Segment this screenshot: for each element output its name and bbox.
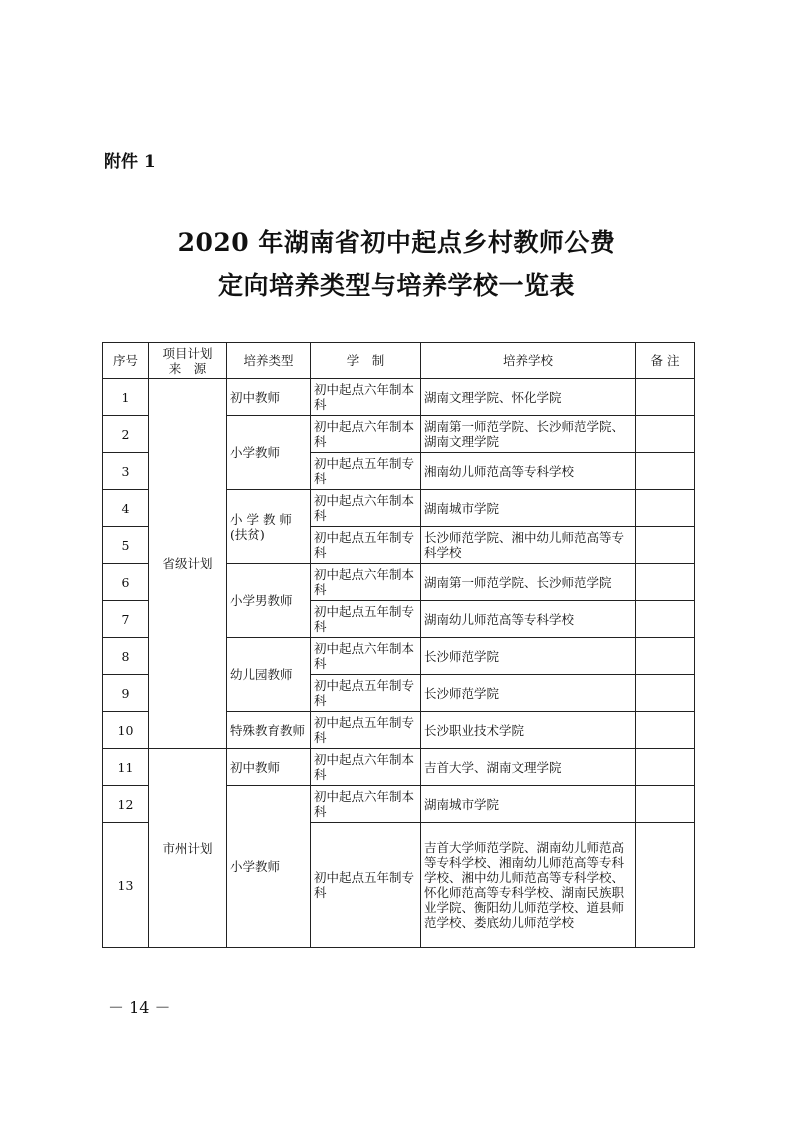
remark [636,675,695,712]
row-index: 5 [103,527,149,564]
table-row [103,749,695,786]
row-index: 1 [103,379,149,416]
school-system: 初中起点六年制本科 [311,379,421,416]
remark [636,564,695,601]
training-school: 湖南第一师范学院、长沙师范学院、湖南文理学院 [421,416,636,453]
training-school: 湘南幼儿师范高等专科学校 [421,453,636,490]
training-school: 吉首大学、湖南文理学院 [421,749,636,786]
school-system: 初中起点六年制本科 [311,564,421,601]
school-system: 初中起点六年制本科 [311,749,421,786]
header-training-type: 培养类型 [227,343,311,379]
training-type: 初中教师 [227,749,311,786]
training-school: 吉首大学师范学院、湖南幼儿师范高等专科学校、湘南幼儿师范高等专科学校、湘中幼儿师范高等专科学校、怀化师范高等专科学校、湖南民族职业学院、衡阳幼儿师范学校、道县师范学校、娄底幼儿师范学校 [421,823,636,948]
training-type: 小学教师 [227,416,311,490]
school-system: 初中起点六年制本科 [311,638,421,675]
remark [636,749,695,786]
training-type: 小学教师 [227,786,311,948]
header-plan-source: 项目计划 来 源 [149,343,227,379]
row-index: 13 [103,823,149,948]
training-school: 长沙师范学院 [421,638,636,675]
header-index: 序号 [103,343,149,379]
remark [636,638,695,675]
table-header-row [103,343,695,379]
training-school: 长沙师范学院、湘中幼儿师范高等专科学校 [421,527,636,564]
school-system: 初中起点五年制专科 [311,527,421,564]
remark [636,823,695,948]
training-type: 初中教师 [227,379,311,416]
remark [636,786,695,823]
training-school: 湖南第一师范学院、长沙师范学院 [421,564,636,601]
row-index: 9 [103,675,149,712]
school-system: 初中起点五年制专科 [311,601,421,638]
training-school: 长沙师范学院 [421,675,636,712]
school-system: 初中起点五年制专科 [311,453,421,490]
training-type: 小学男教师 [227,564,311,638]
school-system: 初中起点五年制专科 [311,823,421,948]
remark [636,490,695,527]
training-school: 湖南文理学院、怀化学院 [421,379,636,416]
remark [636,601,695,638]
plan-source-provincial: 省级计划 [149,379,227,749]
school-system: 初中起点六年制本科 [311,416,421,453]
row-index: 12 [103,786,149,823]
training-school: 湖南幼儿师范高等专科学校 [421,601,636,638]
row-index: 8 [103,638,149,675]
school-system: 初中起点六年制本科 [311,490,421,527]
training-school: 湖南城市学院 [421,786,636,823]
remark [636,379,695,416]
document-title-line2: 定向培养类型与培养学校一览表 [217,271,575,300]
header-school-system: 学 制 [311,343,421,379]
header-training-school: 培养学校 [421,343,636,379]
page-number: － 14 － [108,998,171,1017]
attachment-label: 附件 1 [104,152,156,172]
remark [636,527,695,564]
training-school: 湖南城市学院 [421,490,636,527]
row-index: 2 [103,416,149,453]
school-system: 初中起点六年制本科 [311,786,421,823]
row-index: 4 [103,490,149,527]
row-index: 6 [103,564,149,601]
school-system: 初中起点五年制专科 [311,675,421,712]
row-index: 7 [103,601,149,638]
table-row [103,379,695,416]
training-type: 特殊教育教师 [227,712,311,749]
header-remark: 备 注 [636,343,695,379]
remark [636,712,695,749]
remark [636,416,695,453]
remark [636,453,695,490]
row-index: 11 [103,749,149,786]
plan-source-municipal: 市州计划 [149,749,227,948]
training-type: 小 学 教 师(扶贫) [227,490,311,564]
school-system: 初中起点五年制专科 [311,712,421,749]
training-type: 幼儿园教师 [227,638,311,712]
row-index: 3 [103,453,149,490]
document-title-line1: 2020 年湖南省初中起点乡村教师公费 [177,228,616,257]
training-school: 长沙职业技术学院 [421,712,636,749]
row-index: 10 [103,712,149,749]
training-schools-table [102,342,695,948]
